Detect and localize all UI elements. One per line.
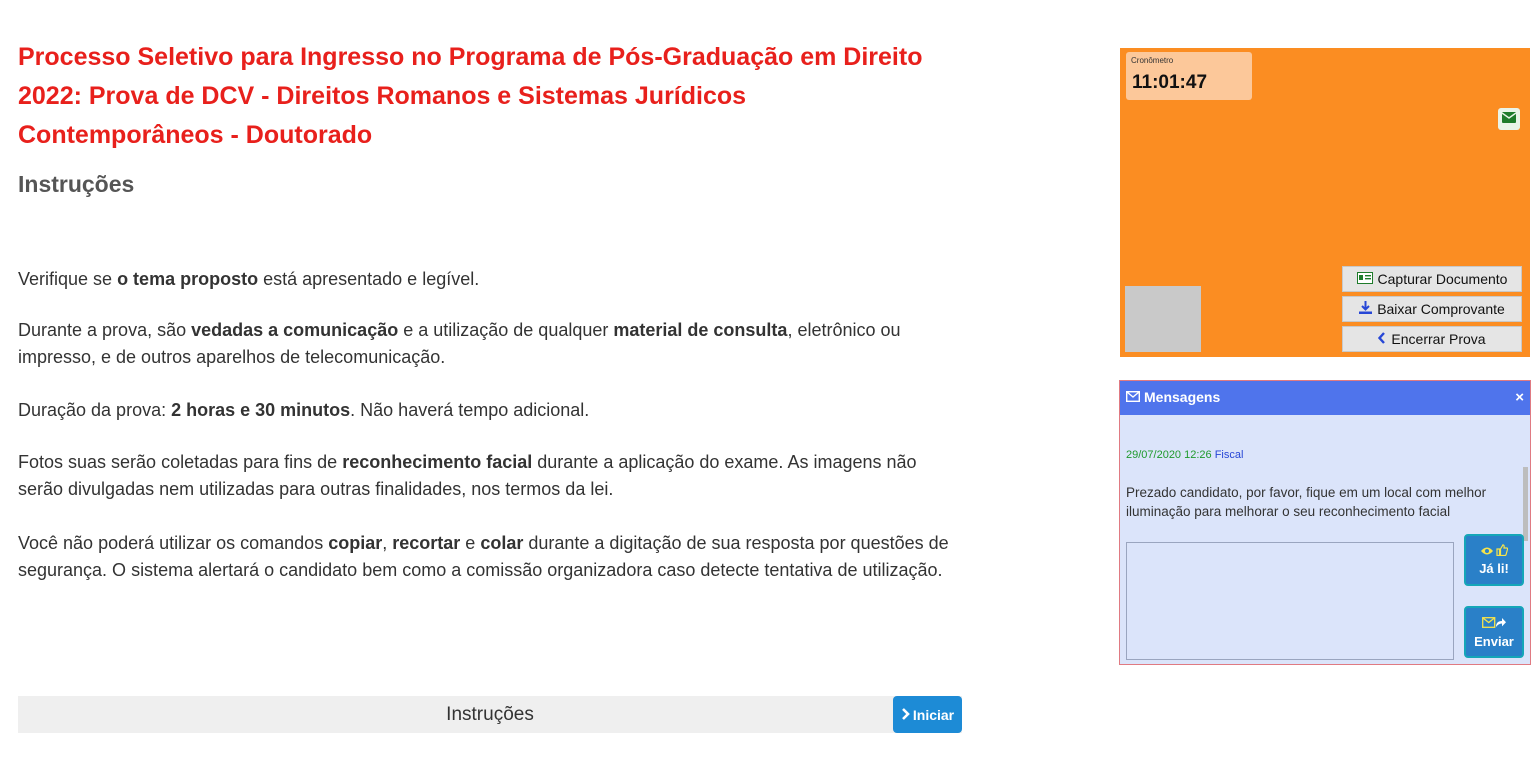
send-button[interactable]: [1464, 606, 1524, 658]
start-button[interactable]: [893, 696, 962, 733]
end-exam-label: Encerrar Prova: [1391, 331, 1486, 347]
timer-label: Cronômetro: [1131, 56, 1174, 65]
messages-title: Mensagens: [1144, 389, 1221, 405]
instruction-paragraph-2: Durante a prova, são vedadas a comunicação e a utilização de qualquer material de consulta, eletrônico ou impresso, e de outros aparelhos de telecomunicação.: [18, 320, 901, 367]
send-button-label: Enviar: [1474, 634, 1514, 649]
download-icon: [1359, 301, 1372, 317]
messages-header: [1120, 381, 1530, 415]
thumbs-up-icon: [1496, 544, 1508, 559]
message-sender: Fiscal: [1214, 449, 1244, 461]
mark-read-button[interactable]: [1464, 534, 1524, 586]
start-button-label: Iniciar: [912, 706, 955, 723]
scrollbar[interactable]: [1523, 467, 1528, 541]
message-date: 29/07/2020 12:26: [1126, 449, 1212, 461]
chevron-right-icon: [901, 707, 911, 723]
messages-toggle-button[interactable]: [1498, 108, 1520, 130]
message-text: Prezado candidato, por favor, fique em um local com melhor iluminação para melhorar o seu reconhecimento facial: [1126, 485, 1487, 519]
capture-document-label: Capturar Documento: [1377, 271, 1508, 287]
envelope-icon: [1502, 110, 1516, 128]
instruction-paragraph-5: Você não poderá utilizar os comandos copiar, recortar e colar durante a digitação de sua resposta por questões de segurança. O sistema alertará o candidato bem como a comissão organizadora caso detecte tentativa de utilização.: [18, 533, 949, 580]
download-receipt-button[interactable]: [1342, 296, 1522, 322]
timer: [1126, 52, 1252, 100]
chevron-left-icon: [1378, 331, 1386, 347]
messages-list[interactable]: [1120, 417, 1530, 541]
main-content: [18, 38, 962, 198]
envelope-forward-icon: [1482, 615, 1506, 632]
section-heading: Instruções: [18, 171, 135, 197]
page-title: Processo Seletivo para Ingresso no Programa de Pós-Graduação em Direito 2022: Prova de DCV - Direitos Romanos e Sistemas Jurídicos Contemporâneos - Doutorado: [18, 43, 923, 149]
message-meta: [1126, 449, 1243, 461]
instruction-paragraph-1: Verifique se o tema proposto está apresentado e legível.: [18, 269, 480, 289]
footer-label: Instruções: [446, 704, 534, 725]
instruction-paragraph-3: Duração da prova: 2 horas e 30 minutos. Não haverá tempo adicional.: [18, 400, 590, 420]
close-icon[interactable]: ×: [1515, 389, 1524, 406]
download-receipt-label: Baixar Comprovante: [1377, 301, 1505, 317]
end-exam-button[interactable]: [1342, 326, 1522, 352]
eye-icon: [1480, 544, 1494, 559]
envelope-icon: [1126, 389, 1140, 405]
id-card-icon: [1357, 271, 1373, 287]
footer-bar: [18, 696, 962, 733]
timer-value: 11:01:47: [1132, 72, 1208, 93]
instruction-paragraph-4: Fotos suas serão coletadas para fins de reconhecimento facial durante a aplicação do exame. As imagens não serão divulgadas nem utilizadas para outras finalidades, nos termos da lei.: [18, 452, 917, 499]
reply-input[interactable]: [1126, 542, 1454, 660]
mark-read-label: Já li!: [1479, 561, 1509, 576]
camera-panel: [1120, 48, 1530, 357]
capture-document-button[interactable]: [1342, 266, 1522, 292]
camera-thumbnail: [1125, 286, 1201, 352]
messages-panel: [1119, 380, 1531, 665]
